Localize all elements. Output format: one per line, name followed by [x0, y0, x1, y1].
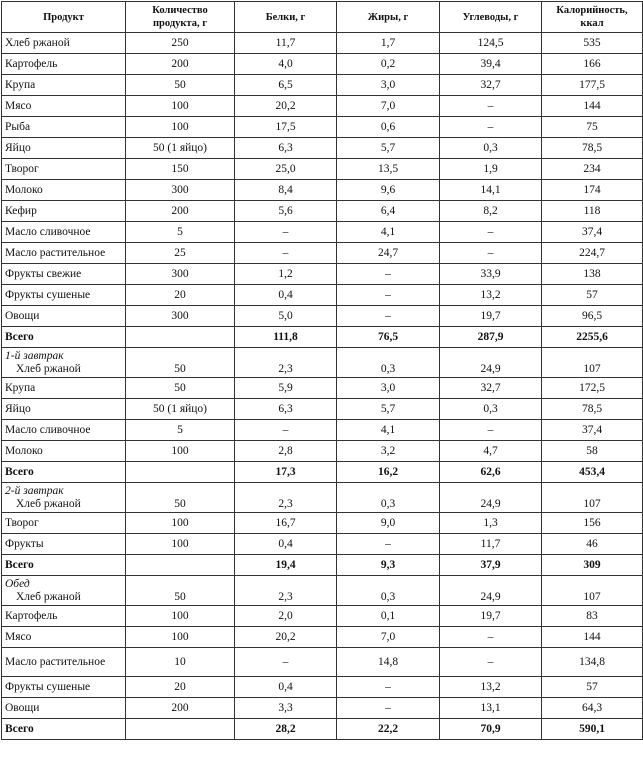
table-row: [2, 159, 643, 180]
cell-quantity: 50: [126, 348, 235, 378]
cell-quantity: 300: [126, 264, 235, 285]
cell-product: Всего: [2, 327, 126, 348]
cell-protein: –: [235, 243, 337, 264]
cell-calories: 57: [542, 677, 643, 698]
cell-fat: 13,5: [337, 159, 440, 180]
cell-fat: 0,6: [337, 117, 440, 138]
cell-protein: 2,3: [235, 483, 337, 513]
cell-fat: 9,0: [337, 513, 440, 534]
cell-calories: 156: [542, 513, 643, 534]
cell-calories: 37,4: [542, 222, 643, 243]
cell-product: Яйцо: [2, 138, 126, 159]
cell-quantity: 300: [126, 306, 235, 327]
cell-protein: 6,3: [235, 399, 337, 420]
cell-product: Мясо: [2, 96, 126, 117]
cell-quantity: [126, 555, 235, 576]
cell-product: [2, 483, 126, 513]
cell-carbs: 0,3: [440, 138, 542, 159]
cell-product: Овощи: [2, 698, 126, 719]
cell-calories: 172,5: [542, 378, 643, 399]
cell-carbs: 32,7: [440, 75, 542, 96]
cell-protein: 17,5: [235, 117, 337, 138]
table-row: [2, 243, 643, 264]
cell-calories: 134,8: [542, 648, 643, 677]
table-row: [2, 54, 643, 75]
cell-calories: 107: [542, 483, 643, 513]
table-row: [2, 306, 643, 327]
cell-calories: 78,5: [542, 399, 643, 420]
header-calories: Калорийность, ккал: [542, 2, 643, 33]
cell-calories: 107: [542, 576, 643, 606]
nutrition-table: [1, 1, 643, 740]
cell-carbs: 37,9: [440, 555, 542, 576]
cell-protein: 5,6: [235, 201, 337, 222]
table-row: [2, 606, 643, 627]
cell-quantity: 100: [126, 441, 235, 462]
cell-carbs: 124,5: [440, 33, 542, 54]
table-body: [2, 33, 643, 740]
cell-product: Хлеб ржаной: [2, 33, 126, 54]
cell-product: Молоко: [2, 180, 126, 201]
cell-calories: 64,3: [542, 698, 643, 719]
cell-fat: 4,1: [337, 420, 440, 441]
cell-carbs: –: [440, 627, 542, 648]
cell-quantity: 50: [126, 483, 235, 513]
total-row: [2, 719, 643, 740]
table-row: [2, 627, 643, 648]
cell-fat: 5,7: [337, 138, 440, 159]
table-row: [2, 698, 643, 719]
cell-carbs: 4,7: [440, 441, 542, 462]
table-row: [2, 513, 643, 534]
cell-protein: 2,3: [235, 348, 337, 378]
cell-quantity: 50: [126, 378, 235, 399]
cell-product: Кефир: [2, 201, 126, 222]
cell-quantity: 150: [126, 159, 235, 180]
cell-calories: 107: [542, 348, 643, 378]
cell-protein: 17,3: [235, 462, 337, 483]
cell-product: [2, 348, 126, 378]
cell-fat: 0,2: [337, 54, 440, 75]
cell-product: Молоко: [2, 441, 126, 462]
header-quantity: Количество продукта, г: [126, 2, 235, 33]
table-row: [2, 441, 643, 462]
cell-fat: 0,3: [337, 348, 440, 378]
cell-quantity: 100: [126, 606, 235, 627]
table-row: [2, 201, 643, 222]
table-row: [2, 264, 643, 285]
cell-quantity: 50 (1 яйцо): [126, 138, 235, 159]
cell-calories: 118: [542, 201, 643, 222]
cell-protein: –: [235, 222, 337, 243]
cell-fat: 3,0: [337, 378, 440, 399]
cell-product: Картофель: [2, 606, 126, 627]
cell-product: Масло растительное: [2, 243, 126, 264]
cell-calories: 138: [542, 264, 643, 285]
cell-calories: 144: [542, 627, 643, 648]
cell-calories: 78,5: [542, 138, 643, 159]
cell-calories: 174: [542, 180, 643, 201]
cell-carbs: 32,7: [440, 378, 542, 399]
cell-quantity: 5: [126, 222, 235, 243]
cell-calories: 453,4: [542, 462, 643, 483]
cell-calories: 590,1: [542, 719, 643, 740]
cell-protein: 111,8: [235, 327, 337, 348]
cell-fat: 0,1: [337, 606, 440, 627]
header-product: Продукт: [2, 2, 126, 33]
cell-fat: 4,1: [337, 222, 440, 243]
cell-protein: 2,0: [235, 606, 337, 627]
cell-fat: –: [337, 264, 440, 285]
header-carbs: Углеводы, г: [440, 2, 542, 33]
cell-carbs: 13,1: [440, 698, 542, 719]
cell-quantity: 250: [126, 33, 235, 54]
cell-calories: 177,5: [542, 75, 643, 96]
cell-quantity: [126, 719, 235, 740]
cell-product: Крупа: [2, 378, 126, 399]
table-row: [2, 399, 643, 420]
cell-protein: 1,2: [235, 264, 337, 285]
cell-protein: 0,4: [235, 677, 337, 698]
cell-product: Масло сливочное: [2, 420, 126, 441]
meal-title: 2-й завтрак: [5, 484, 64, 497]
cell-protein: –: [235, 420, 337, 441]
cell-carbs: 1,3: [440, 513, 542, 534]
cell-protein: 4,0: [235, 54, 337, 75]
cell-carbs: 24,9: [440, 483, 542, 513]
cell-carbs: 8,2: [440, 201, 542, 222]
cell-quantity: 50: [126, 576, 235, 606]
cell-carbs: 11,7: [440, 534, 542, 555]
cell-carbs: 24,9: [440, 576, 542, 606]
total-row: [2, 555, 643, 576]
cell-calories: 144: [542, 96, 643, 117]
cell-protein: 20,2: [235, 96, 337, 117]
cell-fat: –: [337, 677, 440, 698]
meal-title: Обед: [5, 577, 30, 590]
cell-calories: 2255,6: [542, 327, 643, 348]
cell-carbs: 62,6: [440, 462, 542, 483]
cell-product: Творог: [2, 513, 126, 534]
cell-carbs: 0,3: [440, 399, 542, 420]
cell-carbs: 33,9: [440, 264, 542, 285]
cell-calories: 234: [542, 159, 643, 180]
cell-fat: –: [337, 534, 440, 555]
cell-quantity: 50 (1 яйцо): [126, 399, 235, 420]
item-name: Хлеб ржаной: [16, 497, 81, 510]
table-row: [2, 534, 643, 555]
table-row: [2, 677, 643, 698]
cell-product: [2, 576, 126, 606]
cell-quantity: 200: [126, 201, 235, 222]
cell-product: Рыба: [2, 117, 126, 138]
cell-carbs: 70,9: [440, 719, 542, 740]
cell-protein: 25,0: [235, 159, 337, 180]
cell-fat: 3,0: [337, 75, 440, 96]
cell-protein: 0,4: [235, 534, 337, 555]
cell-fat: 76,5: [337, 327, 440, 348]
cell-product: Крупа: [2, 75, 126, 96]
cell-protein: 0,4: [235, 285, 337, 306]
cell-protein: 3,3: [235, 698, 337, 719]
cell-protein: –: [235, 648, 337, 677]
cell-carbs: 39,4: [440, 54, 542, 75]
cell-quantity: 100: [126, 96, 235, 117]
cell-quantity: 20: [126, 285, 235, 306]
cell-product: Овощи: [2, 306, 126, 327]
header-row: [2, 2, 643, 33]
cell-quantity: 200: [126, 54, 235, 75]
table-row: [2, 648, 643, 677]
cell-quantity: 100: [126, 513, 235, 534]
total-row: [2, 327, 643, 348]
cell-fat: 1,7: [337, 33, 440, 54]
cell-fat: –: [337, 285, 440, 306]
cell-product: Всего: [2, 555, 126, 576]
table-row: [2, 378, 643, 399]
cell-quantity: 25: [126, 243, 235, 264]
cell-carbs: 19,7: [440, 606, 542, 627]
cell-fat: 9,6: [337, 180, 440, 201]
cell-product: Всего: [2, 719, 126, 740]
item-name: Хлеб ржаной: [16, 362, 81, 375]
cell-calories: 37,4: [542, 420, 643, 441]
cell-calories: 535: [542, 33, 643, 54]
cell-carbs: –: [440, 222, 542, 243]
cell-quantity: 100: [126, 534, 235, 555]
cell-carbs: 287,9: [440, 327, 542, 348]
cell-product: Мясо: [2, 627, 126, 648]
cell-calories: 83: [542, 606, 643, 627]
cell-calories: 75: [542, 117, 643, 138]
cell-quantity: 100: [126, 117, 235, 138]
cell-quantity: 50: [126, 75, 235, 96]
cell-carbs: –: [440, 420, 542, 441]
cell-fat: 3,2: [337, 441, 440, 462]
cell-carbs: –: [440, 117, 542, 138]
cell-protein: 5,9: [235, 378, 337, 399]
cell-fat: –: [337, 698, 440, 719]
cell-fat: 7,0: [337, 627, 440, 648]
header-protein: Белки, г: [235, 2, 337, 33]
cell-quantity: 20: [126, 677, 235, 698]
cell-carbs: 14,1: [440, 180, 542, 201]
table-row: [2, 180, 643, 201]
group-start-row: [2, 483, 643, 513]
cell-calories: 58: [542, 441, 643, 462]
cell-quantity: [126, 462, 235, 483]
cell-calories: 166: [542, 54, 643, 75]
cell-carbs: –: [440, 243, 542, 264]
cell-calories: 224,7: [542, 243, 643, 264]
item-name: Хлеб ржаной: [16, 590, 81, 603]
cell-quantity: 10: [126, 648, 235, 677]
cell-fat: 6,4: [337, 201, 440, 222]
cell-protein: 6,5: [235, 75, 337, 96]
cell-carbs: 1,9: [440, 159, 542, 180]
table-row: [2, 138, 643, 159]
cell-fat: 7,0: [337, 96, 440, 117]
cell-fat: –: [337, 306, 440, 327]
cell-protein: 11,7: [235, 33, 337, 54]
cell-protein: 16,7: [235, 513, 337, 534]
cell-fat: 9,3: [337, 555, 440, 576]
cell-quantity: 100: [126, 627, 235, 648]
cell-product: Творог: [2, 159, 126, 180]
cell-quantity: 5: [126, 420, 235, 441]
cell-product: Всего: [2, 462, 126, 483]
cell-carbs: 13,2: [440, 285, 542, 306]
group-start-row: [2, 576, 643, 606]
cell-carbs: 13,2: [440, 677, 542, 698]
cell-protein: 2,8: [235, 441, 337, 462]
cell-product: Фрукты сушеные: [2, 677, 126, 698]
cell-product: Яйцо: [2, 399, 126, 420]
table-row: [2, 285, 643, 306]
cell-product: Масло растительное: [2, 648, 126, 677]
cell-fat: 0,3: [337, 576, 440, 606]
cell-calories: 96,5: [542, 306, 643, 327]
cell-protein: 28,2: [235, 719, 337, 740]
cell-calories: 46: [542, 534, 643, 555]
cell-product: Фрукты: [2, 534, 126, 555]
cell-fat: 0,3: [337, 483, 440, 513]
cell-quantity: [126, 327, 235, 348]
cell-protein: 19,4: [235, 555, 337, 576]
cell-carbs: –: [440, 96, 542, 117]
cell-protein: 20,2: [235, 627, 337, 648]
table-row: [2, 420, 643, 441]
cell-protein: 8,4: [235, 180, 337, 201]
table-row: [2, 96, 643, 117]
cell-protein: 2,3: [235, 576, 337, 606]
table-row: [2, 222, 643, 243]
cell-fat: 5,7: [337, 399, 440, 420]
group-start-row: [2, 348, 643, 378]
cell-protein: 5,0: [235, 306, 337, 327]
cell-carbs: 24,9: [440, 348, 542, 378]
cell-product: Фрукты сушеные: [2, 285, 126, 306]
header-fat: Жиры, г: [337, 2, 440, 33]
cell-protein: 6,3: [235, 138, 337, 159]
cell-carbs: –: [440, 648, 542, 677]
cell-calories: 309: [542, 555, 643, 576]
cell-quantity: 300: [126, 180, 235, 201]
cell-quantity: 200: [126, 698, 235, 719]
total-row: [2, 462, 643, 483]
cell-product: Масло сливочное: [2, 222, 126, 243]
cell-fat: 14,8: [337, 648, 440, 677]
cell-product: Картофель: [2, 54, 126, 75]
table-row: [2, 75, 643, 96]
meal-title: 1-й завтрак: [5, 349, 64, 362]
cell-carbs: 19,7: [440, 306, 542, 327]
cell-calories: 57: [542, 285, 643, 306]
table-row: [2, 33, 643, 54]
table-row: [2, 117, 643, 138]
cell-fat: 22,2: [337, 719, 440, 740]
cell-fat: 24,7: [337, 243, 440, 264]
cell-product: Фрукты свежие: [2, 264, 126, 285]
cell-fat: 16,2: [337, 462, 440, 483]
